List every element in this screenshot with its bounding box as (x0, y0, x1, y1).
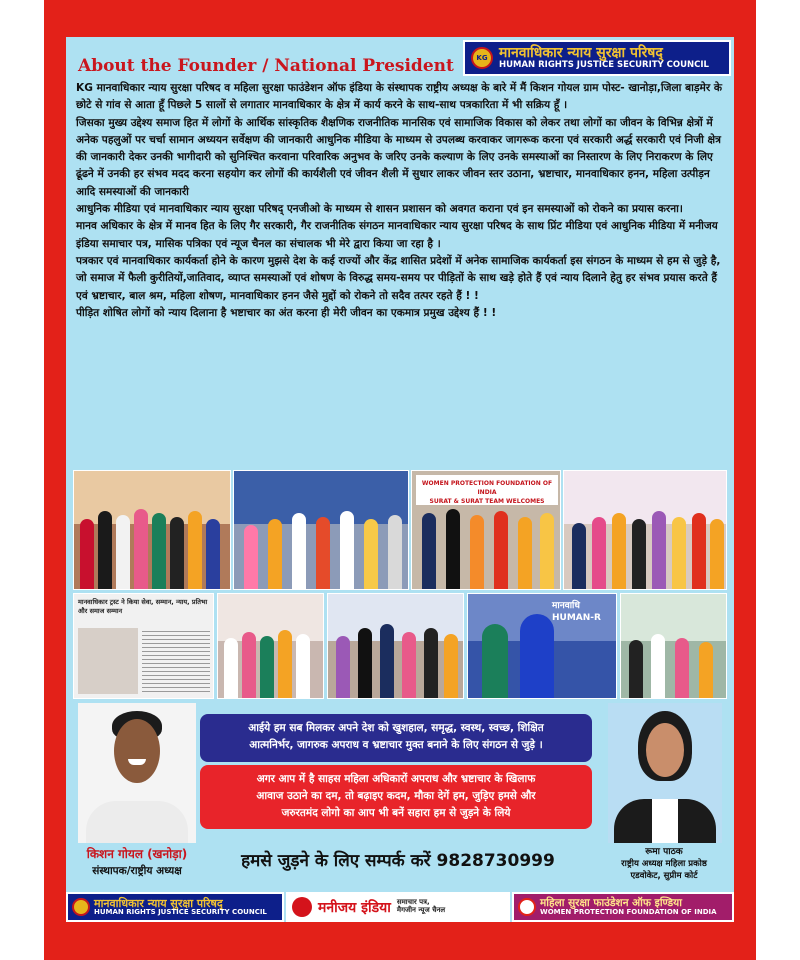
council-emblem-icon (72, 898, 90, 916)
page-title: About the Founder / National President (78, 56, 454, 76)
associate-role: राष्ट्रीय अध्यक्ष महिला प्रकोष्ठ एडवोकेट, सुप्रीम कोर्ट (621, 859, 707, 881)
paragraph-4: मानव अधिकार के क्षेत्र में मानव हित के लिए गैर सरकारी, गैर राजनीतिक संगठन मानवाधिकार न्याय सुरक्षा परिषद के साथ प्रिंट मीडिया एवं आधुनिक मीडिया में मनीजय इंडिया समाचार पत्र, मासिक पत्रिका एवं न्यूज चैनल का संचालक भी मेरे द्वारा किया जा रहा है । (76, 220, 718, 250)
event-photo-4 (563, 470, 727, 590)
council-logo-english: HUMAN RIGHTS JUSTICE SECURITY COUNCIL (499, 59, 709, 70)
contact-line (206, 848, 590, 871)
newspaper-clipping (73, 593, 214, 699)
event-photo-1 (73, 470, 231, 590)
paragraph-5: पत्रकार एवं मानवाधिकार कार्यकर्ता होने के कारण मुझसे देश के कई राज्यों और केंद्र शासित प्रदेशों में अनेक सामाजिक कार्यकर्ता इस संगठन के माध्यम से हम से जुड़े है, जो समाज में फैली कुरीतियों,जातिवाद, व्याप्त समस्याओं एवं शोषण के विरुद्ध समय-समय पर पीड़ितों के साथ खड़े होते हैं एवं न्याय दिलाने हेतु हर संभव प्रयास करते हैं एवं भ्रष्टाचार, बाल श्रम, महिला शोषण, मानवाधिकार हनन जैसे मुद्दों को रोकने तो सदैव तत्पर रहते हैं ! ! (76, 254, 721, 302)
associate-name: रूमा पाठक (645, 847, 683, 857)
news-emblem-icon (292, 897, 312, 917)
paragraph-1: KG मानवाधिकार न्याय सुरक्षा परिषद व महिला सुरक्षा फाउंडेशन ऑफ इंडिया के संस्थापक राष्ट्रीय अध्यक्ष के बारे में मैं किशन गोयल ग्राम पोस्ट- खानोड़ा,जिला बाड़मेर के छोटे से गांव से आता हूँ पिछले 5 सालों से लगातार मानवाधिकार के क्षेत्र में कार्य करने के साथ-साथ पत्रकारिता में भी सक्रिय हूँ । (76, 82, 723, 112)
founder-description (76, 80, 728, 322)
contact-phone[interactable]: 9828730999 (436, 851, 555, 871)
foundation-emblem-icon (518, 898, 536, 916)
welcome-sign-top: WOMEN PROTECTION FOUNDATION OF INDIA (421, 480, 553, 496)
founder-name: किशन गोयल (खनोड़ा) (86, 847, 188, 861)
paragraph-6: पीड़ित शोषित लोगों को न्याय दिलाना है भष्टाचार का अंत करना ही मेरी जीवन का एकमात्र प्रमुख उद्देश्य हैं ! ! (76, 306, 497, 319)
footer-council-logo: मानवाधिकार न्याय सुरक्षा परिषद् HUMAN RIGHTS JUSTICE SECURITY COUNCIL (66, 892, 284, 922)
join-appeal-banner: आईये हम सब मिलकर अपने देश को खुशहाल, समृद्ध, स्वस्थ, स्वच्छ, शिक्षित आत्मनिर्भर, जागरुक अपराध व भ्रष्टाचार मुक्त बनाने के लिए संगठन से जुड़े । (200, 714, 592, 762)
founder-role: संस्थापक/राष्ट्रीय अध्यक्ष (92, 865, 182, 877)
footer-news-logo: मनीजय इंडिया समाचार पत्र, मैगजीन न्यूज चैनल (286, 892, 510, 922)
council-logo (463, 40, 731, 76)
contact-label: हमसे जुड़ने के लिए सम्पर्क करें (241, 851, 431, 871)
welcome-sign-sub: SURAT & SURAT TEAM WELCOMES (429, 498, 545, 505)
event-photo-7 (467, 593, 617, 699)
event-photo-6 (327, 593, 464, 699)
footer-women-foundation-logo: महिला सुरक्षा फाउंडेशन ऑफ इण्डिया WOMEN PROTECTION FOUNDATION OF INDIA (512, 892, 734, 922)
event-photo-8 (620, 593, 727, 699)
women-rights-banner: अगर आप में है साहस महिला अधिकारों अपराध और भ्रष्टाचार के खिलाफ आवाज उठाने का दम, तो बढ़ाइए कदम, मौका देगें हम, जुड़िए हमसे और जरुरतमंद लोगो का आप भी बनें सहारा हम से जुड़ने के लिये (200, 765, 592, 829)
event-photo-2 (233, 470, 409, 590)
newspaper-headline: मानवाधिकार ट्रस्ट ने किया सेवा, सम्मान, न्याय, प्रतिभा और समाज सम्मान (78, 598, 208, 615)
council-logo-hindi: मानवाधिकार न्याय सुरक्षा परिषद् (499, 45, 663, 62)
stage-banner: मानवाधि HUMAN-R (552, 601, 601, 623)
council-emblem-icon: KG (471, 47, 493, 69)
associate-portrait (608, 703, 722, 843)
paragraph-3: आधुनिक मीडिया एवं मानवाधिकार न्याय सुरक्षा परिषद् एनजीओ के माध्यम से शासन प्रशासन को अवगत कराना एवं इन समस्याओं को रोकने का प्रयास करना। (76, 203, 683, 216)
event-photo-5 (217, 593, 324, 699)
founder-portrait (78, 703, 196, 843)
event-photo-3 (411, 470, 561, 590)
paragraph-2: जिसका मुख्य उद्देश्य समाज हित में लोगों के आर्थिक सांस्कृतिक शैक्षणिक राजनीतिक मानसिक एवं सामाजिक विकास को लेकर तथा लोगों का जीवन के विभिन्न क्षेत्रों में अनेक पहलुओं पर चर्चा सामान अध्ययन सर्वेक्षण की जानकारी आधुनिक मीडिया के माध्यम से उपलब्ध करवाकर जागरूक करना एवं सरकारी अर्द्ध सरकारी एवं निजी क्षेत्र की जानकारी देकर उनकी भागीदारी को सुनिश्चित करवाना परिवारिक अनुभव के जरिए उनके कल्याण के लिए उनके समस्याओं का निस्तारण के लिए निराकरण के लिए ढूंढने में उनकी हर संभव मदद करना सहयोग कर लोगों की कार्यशैली एवं जीवन शैली में सुधार लाकर जीवन स्तर उठाना, भ्रष्टाचार, मानवाधिकार हनन, महिला उत्पीड़न आदि समस्याओं की जानकारी (76, 116, 721, 198)
